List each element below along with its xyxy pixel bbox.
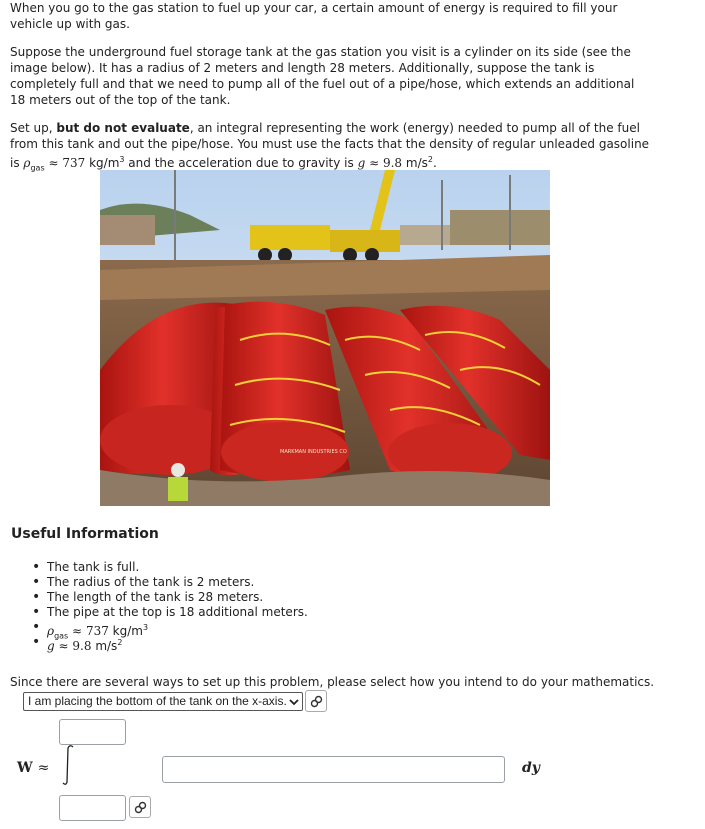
link-icon (134, 801, 147, 814)
useful-info-heading: Useful Information (11, 526, 159, 542)
link-icon (310, 695, 323, 708)
method-prompt: Since there are several ways to set up this problem, please select how you intend to do your mathematics. (10, 675, 655, 689)
list-item: • The radius of the tank is 2 meters. (28, 575, 308, 590)
integrand-input[interactable] (162, 756, 505, 783)
differential-dy: dy (522, 760, 540, 776)
list-item-density: • $\rho_{gas} \approx 737$ $kg/m^3$ (28, 620, 308, 635)
fuel-tank-photo (100, 170, 550, 506)
list-item: • The length of the tank is 28 meters. (28, 590, 308, 605)
setup-text: Set up, but do not evaluate, an integral representing the work (energy) needed to pump all of the fuel from this tank and out the pipe/hose. You must use the facts that the density of regular unleaded gasoline is $\rho_{gas} \approx 737$ $kg/m^3$ and the acceleration due to gravity is g ≈ 9.8 $m/s^2$. (10, 121, 650, 173)
intro-text: When you go to the gas station to fuel up your car, a certain amount of energy is required to fill your vehicle up with gas. (10, 1, 618, 31)
method-select-value: I am placing the bottom of the tank on the x-axis. (28, 694, 287, 708)
integral-sign (60, 744, 76, 786)
tank-stencil-text: MARKMAN INDUSTRIES CO (280, 449, 347, 455)
chevron-down-icon (289, 697, 299, 707)
useful-info-list (28, 560, 308, 653)
rho-symbol: ρ (23, 156, 31, 170)
work-label: W ≈ (17, 760, 50, 776)
list-item-gravity: • g ≈ 9.8 $m/s^2$ (28, 635, 308, 650)
select-link-button[interactable] (305, 690, 327, 712)
upper-limit-input[interactable] (59, 719, 126, 745)
list-item: • The pipe at the top is 18 additional meters. (28, 605, 308, 620)
limit-link-button[interactable] (129, 796, 151, 818)
list-item: • The tank is full. (28, 560, 308, 575)
method-select[interactable] (23, 692, 303, 711)
lower-limit-input[interactable] (59, 795, 126, 821)
problem-text: Suppose the underground fuel storage tank at the gas station you visit is a cylinder on its side (see the image below). It has a radius of 2 meters and length 28 meters. Additionally, suppose the tank is completely full and that we need to pump all of the fuel out of a pipe/hose, which extends an additional 18 meters out of the top of the tank. (10, 45, 635, 107)
